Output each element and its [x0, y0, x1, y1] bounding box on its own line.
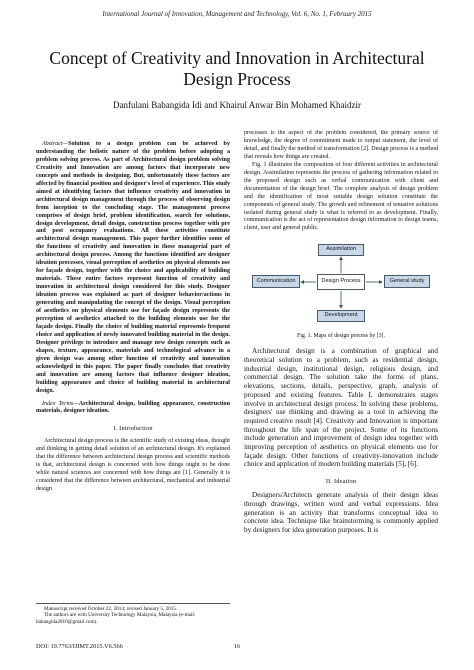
right-paragraph-1: processes is the aspect of the problem considered, the primary source of knowledge, the degree of commitment made to output statement, the level of detail, and finally the method of transformation [2]. Design process is a method that reveals how things are created.: [244, 130, 438, 160]
footnote: [36, 603, 230, 625]
right-paragraph-3: Architectural design is a combination of graphical and theoretical solution to a problem, such as residential design, industrial design, institutional design, religious design, and commercial design. The solution take the forms of plans, elevations, sections, details, perspective, graph, analysis of proposed and existing features. Table I, demonstrates stages involve in architectural design process. In solving these problems, designers' use thinking and drawing as a tool in achieving the required creative result [4]. Creativity and Innovation is important throughout the life span of the project. Some of its functions include generation and improvement of design idea together with improving perception of aesthetics on physical elements use for façade design. Other functions of creativity-innovation include choice and application of modern building materials [5], [6].: [244, 347, 438, 469]
box-design-process: Design Process: [317, 274, 365, 290]
introduction-text: Architectural design process is the scientific study of existing ideas, thought and thinking in getting detail solution of an architectural design. It's explained that the difference between architectural design process and scientific methods is that, architectural design is concerned with how things ought to be done while natural sciences are concerned with how things are [1]. Generally it is considered that the difference between architectural, mechanical and industrial design: [36, 438, 230, 493]
title-line-2: Design Process: [183, 69, 291, 89]
page-number: 16: [233, 643, 241, 650]
index-terms: Index Terms—Architectural design, building appearance, construction materials, designer ideation.: [36, 400, 230, 415]
right-paragraph-2: Fig. 1 illustrates the composition of four different activities in architectural design. Assimilation represents the process of gathering information related to the proposed design such as verbal communication with client and documentation of the design brief. The complete analysis of design problem and the identification of most suitable design solution constitute the components of general study. The growth and refinement of tentative solutions isolated during general study is what is referred to as development. Finally, communication is the act of representation design information to design teams, client, user and general public.: [244, 161, 438, 232]
authors: Danfulani Babangida Idi and Khairul Anwar Bin Mohamed Khaidzir: [113, 100, 361, 110]
ideation-text: Designers/Architects generate analysis of their design ideas through drawings, written word and verbal expressions. Idea generation is an activity that transforms conceptual idea to concrete idea. Technique like brainstorming is commonly applied by designers for idea generation purposes. It is: [244, 491, 438, 534]
left-column: [36, 141, 230, 609]
box-communication: Communication: [252, 275, 300, 288]
figure-caption: Fig. 1. Maps of design process by [3].: [297, 333, 385, 340]
box-development: Development: [317, 310, 365, 322]
index-terms-label: Index Terms: [42, 400, 74, 407]
box-general-study: General study: [384, 275, 430, 288]
abstract-label: Abstract: [42, 141, 63, 147]
paper-title: [30, 48, 444, 90]
box-assimilation: Assimilation: [318, 244, 364, 256]
section-heading-ideation: II. Ideation: [325, 478, 357, 486]
index-terms-text: Architectural design, building appearance, construction materials, designer ideation.: [36, 400, 230, 415]
footnote-authors: The authors are with University Technology Malaysia, Malaysia (e-mail: babangida2010@gmail.com).: [36, 612, 196, 625]
abstract: Abstract—Solution to a design problem can be achieved by understanding the holistic nature of the problem before adopting a problem solving process. As part of Architectural design problem solving Creativity and Innovation are among factors that incorporate new concepts and methods in designing. But, unfortunately these factors are affected by financial position and designer's level of experience. This study aimed at identifying factors that influence creativity and innovation in architectural design management through the process of observing design from inception to the concluding stage. The management process comprises of design brief, problem identification, search for solutions, design development, detail design, construction process together with pre and post occupancy evaluations. All these activities constitute architectural design management. This paper further identifies some of the functions of creativity and innovation in these managerial part of architectural design process. Among the functions identified are designer ideation processes, visual perception of aesthetics on physical elements use for façade design, together with the choice and applicability of building materials. These entire factors represent function of creativity and innovation in architectural design considered for this study. Designer ideation process was explained as part of designer behavior/actions in generating and manipulating the concept of the design. Visual perception of aesthetics on physical elements use for façade design represents the perception of aesthetics attached to the building elements use for the façade design. Finally the choice of building material represents frequent choice and application of newly innovated building material in the design. Designer privilege to introduce and manage new design concepts such as shapes, texture, appearance, materials and technological advance in a given design was among other function of creativity and innovation acknowledged in this paper. The paper finally concludes that creativity and innovation are among factors that influence designer ideation, building appearance and choice of building material in architectural design.: [36, 141, 230, 394]
design-process-figure: [244, 239, 438, 331]
footnote-received: Manuscript received October 22, 2014; revised January 5, 2015.: [44, 606, 178, 612]
title-line-1: Concept of Creativity and Innovation in Architectural: [49, 48, 425, 68]
right-column: [244, 130, 438, 618]
section-heading-introduction: I. Introduction: [113, 425, 153, 433]
doi: DOI: 10.7763/IJIMT.2015.V6.566: [36, 643, 123, 650]
abstract-text: Solution to a design problem can be achieved by understanding the holistic nature of the problem before adopting a problem solving process. As part of Architectural design problem solving Creativity and Innovation are among factors that incorporate new concepts and methods in designing. But, unfortunately these factors are affected by financial position and designer's level of experience. This study aimed at identifying factors that influence creativity and innovation in architectural design management through the process of observing design from inception to the concluding stage. The management process comprises of design brief, problem identification, search for solutions, design development, detail design, construction process together with pre and post occupancy evaluations. All these activities constitute architectural design management. This paper further identifies some of the functions of creativity and innovation in these managerial part of architectural design process. Among the functions identified are designer ideation processes, visual perception of aesthetics on physical elements use for façade design, together with the choice and applicability of building materials. These entire factors represent function of creativity and innovation in architectural design considered for this study. Designer ideation process was explained as part of designer behavior/actions in generating and manipulating the concept of the design. Visual perception of aesthetics on physical elements use for façade design represents the perception of aesthetics attached to the building elements use for the façade design. Finally the choice of building material represents frequent choice and application of newly innovated building material in the design. Designer privilege to introduce and manage new design concepts such as shapes, texture, appearance, materials and technological advance in a given design was among other function of creativity and innovation acknowledged in this paper. The paper finally concludes that creativity and innovation are among factors that influence designer ideation, building appearance and choice of building material in architectural design.: [36, 141, 230, 394]
journal-header: International Journal of Innovation, Management and Technology, Vol. 6, No. 1, February 2015: [102, 10, 372, 18]
